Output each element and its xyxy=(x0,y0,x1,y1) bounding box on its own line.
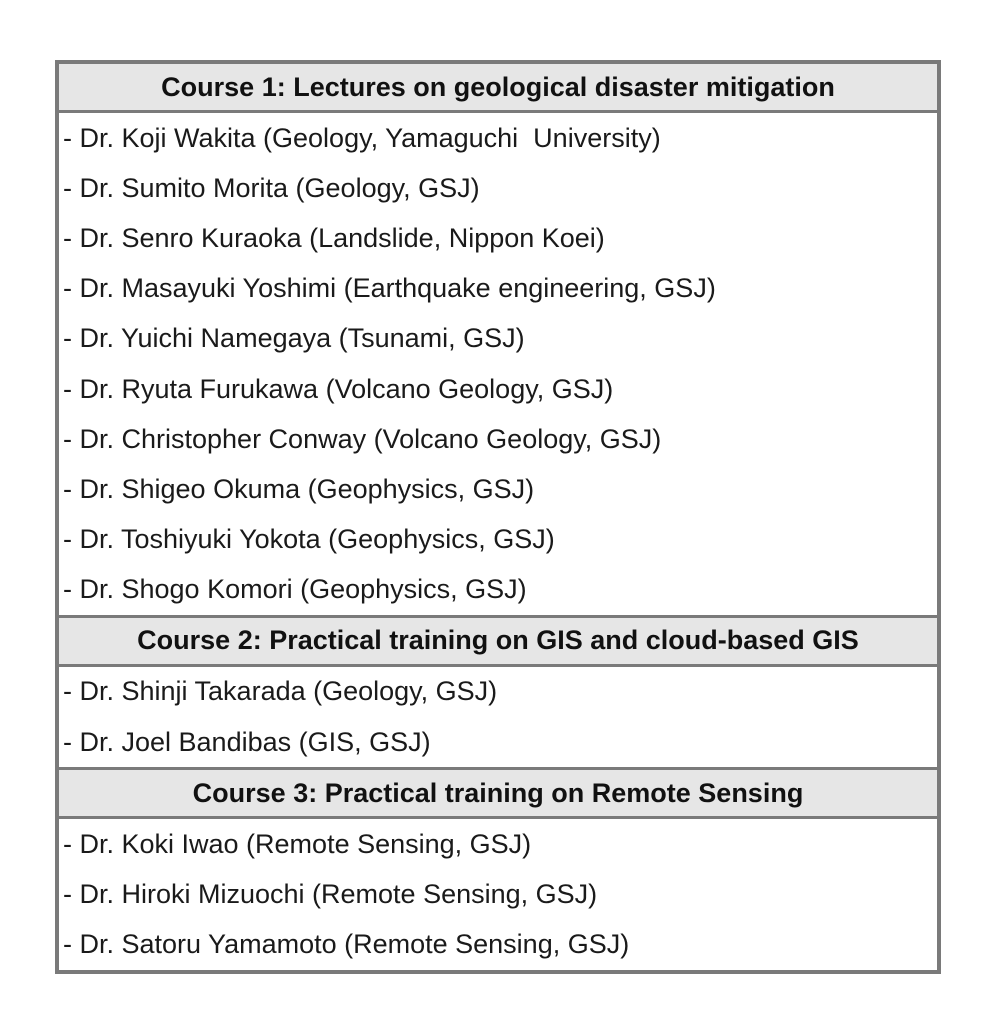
course-header-2: Course 2: Practical training on GIS and cloud-based GIS xyxy=(59,615,937,667)
lecturer-row: - Dr. Shogo Komori (Geophysics, GSJ) xyxy=(63,574,527,605)
lecturer-row: - Dr. Toshiyuki Yokota (Geophysics, GSJ) xyxy=(63,524,555,555)
lecturer-row: - Dr. Shigeo Okuma (Geophysics, GSJ) xyxy=(63,473,535,504)
course-lecturer-list-3 xyxy=(59,819,937,970)
lecturer-row: - Dr. Sumito Morita (Geology, GSJ) xyxy=(63,172,480,203)
lecturer-row: - Dr. Yuichi Namegaya (Tsunami, GSJ) xyxy=(63,323,525,354)
course-lecturer-list-1 xyxy=(59,113,937,615)
lecturer-row: - Dr. Ryuta Furukawa (Volcano Geology, GSJ) xyxy=(63,373,614,404)
course-lecturer-table xyxy=(55,60,941,974)
course-lecturer-list-2 xyxy=(59,667,937,767)
lecturer-row: - Dr. Koji Wakita (Geology, Yamaguchi University) xyxy=(63,122,661,153)
course-header-3: Course 3: Practical training on Remote Sensing xyxy=(59,767,937,819)
course-section-2 xyxy=(59,615,937,767)
lecturer-row: - Dr. Shinji Takarada (Geology, GSJ) xyxy=(63,676,498,707)
lecturer-row: - Dr. Masayuki Yoshimi (Earthquake engineering, GSJ) xyxy=(63,273,716,304)
lecturer-row: - Dr. Koki Iwao (Remote Sensing, GSJ) xyxy=(63,828,532,859)
course-section-3 xyxy=(59,767,937,970)
lecturer-row: - Dr. Satoru Yamamoto (Remote Sensing, GSJ) xyxy=(63,929,630,960)
lecturer-row: - Dr. Hiroki Mizuochi (Remote Sensing, GSJ) xyxy=(63,879,598,910)
course-header-1: Course 1: Lectures on geological disaster mitigation xyxy=(59,64,937,113)
course-section-1 xyxy=(59,64,937,615)
lecturer-row: - Dr. Joel Bandibas (GIS, GSJ) xyxy=(63,726,431,757)
lecturer-row: - Dr. Senro Kuraoka (Landslide, Nippon Koei) xyxy=(63,222,605,253)
lecturer-row: - Dr. Christopher Conway (Volcano Geology, GSJ) xyxy=(63,423,662,454)
